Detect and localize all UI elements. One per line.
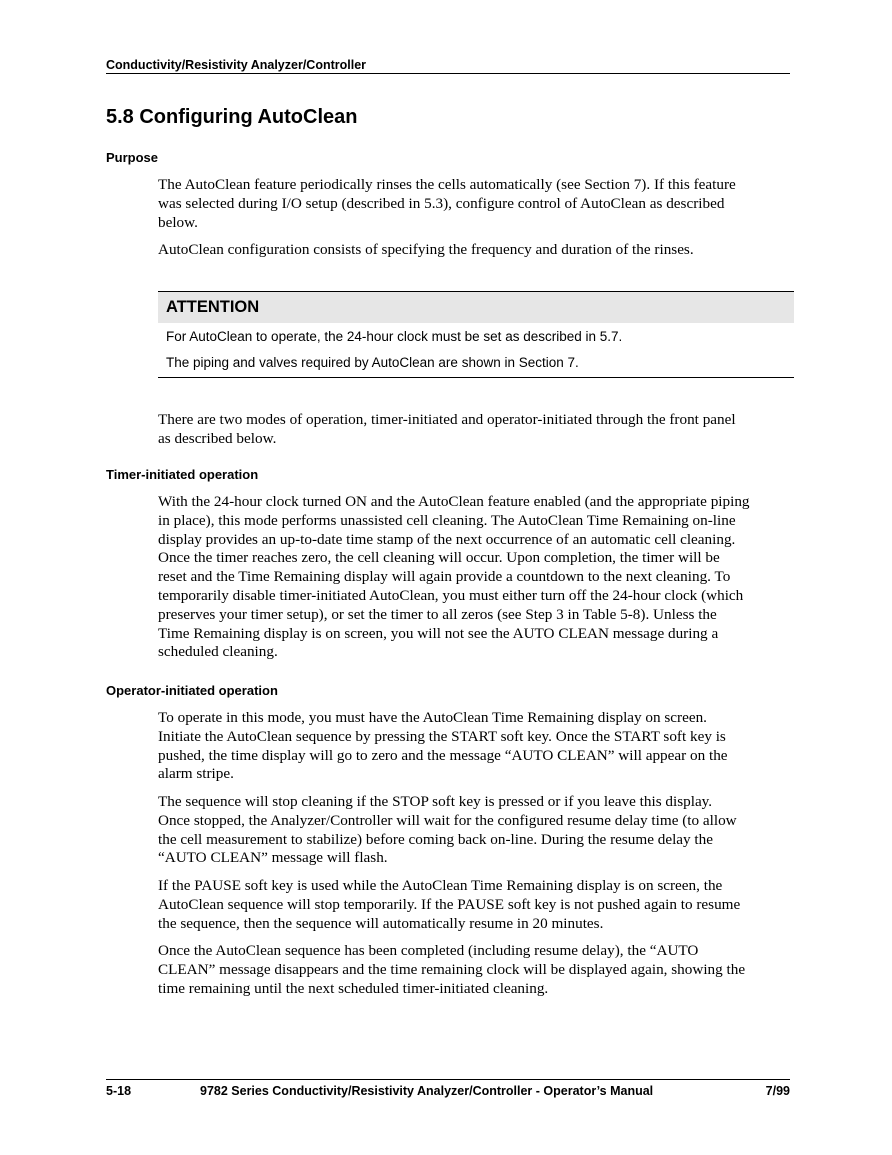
text-line: the sequence, then the sequence will automatically resume in 20 minutes. (158, 914, 604, 932)
text-line: the cell measurement to stabilize) before coming back on-line. During the resume delay the (158, 830, 713, 848)
text-line: Once stopped, the Analyzer/Controller will wait for the configured resume delay time (to allow (158, 811, 737, 829)
revision-date: 7/99 (765, 1084, 790, 1098)
section-title: 5.8 Configuring AutoClean (106, 106, 358, 128)
text-line: below. (158, 213, 198, 231)
text-line: in place), this mode performs unassisted cell cleaning. The AutoClean Time Remaining on-line (158, 511, 736, 529)
text-line: temporarily disable timer-initiated AutoClean, you must either turn off the 24-hour clock (which (158, 586, 744, 604)
purpose-paragraph-1 (158, 176, 788, 232)
text-line: AutoClean configuration consists of specifying the frequency and duration of the rinses. (158, 241, 694, 258)
operator-paragraph-2 (158, 793, 788, 868)
modes-paragraph (158, 411, 788, 449)
attention-line-1: For AutoClean to operate, the 24-hour clock must be set as described in 5.7. (166, 329, 623, 344)
running-header: Conductivity/Resistivity Analyzer/Controller (106, 58, 790, 74)
attention-box (158, 291, 794, 378)
operator-paragraph-3 (158, 877, 788, 933)
text-line: AutoClean sequence will stop temporarily. If the PAUSE soft key is not pushed again to resume (158, 895, 741, 913)
text-line: preserves your timer setup), or set the timer to all zeros (see Step 3 in Table 5-8). Unless the (158, 605, 717, 623)
text-line: The AutoClean feature periodically rinses the cells automatically (see Section 7). If this feature (158, 176, 736, 193)
operator-heading: Operator-initiated operation (106, 683, 278, 698)
attention-title: ATTENTION (158, 292, 794, 323)
attention-line-2: The piping and valves required by AutoClean are shown in Section 7. (166, 355, 579, 370)
text-line: “AUTO CLEAN” message will flash. (158, 849, 388, 867)
text-line: To operate in this mode, you must have the AutoClean Time Remaining display on screen. (158, 709, 707, 726)
text-line: The sequence will stop cleaning if the STOP soft key is pressed or if you leave this display. (158, 793, 713, 810)
page-number: 5-18 (106, 1084, 132, 1098)
text-line: If the PAUSE soft key is used while the AutoClean Time Remaining display is on screen, the (158, 877, 723, 894)
text-line: scheduled cleaning. (158, 643, 278, 661)
text-line: Once the timer reaches zero, the cell cleaning will occur. Upon completion, the timer will be (158, 549, 720, 567)
operator-paragraph-4 (158, 942, 788, 998)
purpose-paragraph-2 (158, 241, 788, 260)
text-line: pushed, the time display will go to zero and the message “AUTO CLEAN” will appear on the (158, 746, 728, 764)
text-line: reset and the Time Remaining display will again provide a countdown to the next cleaning. To (158, 568, 731, 586)
text-line: CLEAN” message disappears and the time remaining clock will be displayed again, showing the (158, 960, 746, 978)
text-line: display provides an up-to-date time stamp of the next occurrence of an automatic cell cleaning. (158, 530, 736, 548)
text-line: was selected during I/O setup (described in 5.3), configure control of AutoClean as described (158, 194, 725, 212)
timer-paragraph (158, 493, 788, 662)
text-line: Initiate the AutoClean sequence by pressing the START soft key. Once the START soft key is (158, 727, 726, 745)
text-line: time remaining until the next scheduled timer-initiated cleaning. (158, 979, 549, 997)
manual-title: 9782 Series Conductivity/Resistivity Analyzer/Controller - Operator’s Manual (200, 1084, 654, 1098)
page-footer (106, 1079, 790, 1100)
text-line: With the 24-hour clock turned ON and the AutoClean feature enabled (and the appropriate piping (158, 493, 750, 510)
text-line: as described below. (158, 429, 277, 447)
text-line: alarm stripe. (158, 765, 234, 783)
operator-paragraph-1 (158, 709, 788, 784)
timer-heading: Timer-initiated operation (106, 467, 259, 482)
text-line: Time Remaining display is on screen, you will not see the AUTO CLEAN message during a (158, 624, 719, 642)
text-line: There are two modes of operation, timer-initiated and operator-initiated through the front panel (158, 411, 736, 428)
text-line: Once the AutoClean sequence has been completed (including resume delay), the “AUTO (158, 942, 699, 959)
purpose-heading: Purpose (106, 150, 159, 165)
